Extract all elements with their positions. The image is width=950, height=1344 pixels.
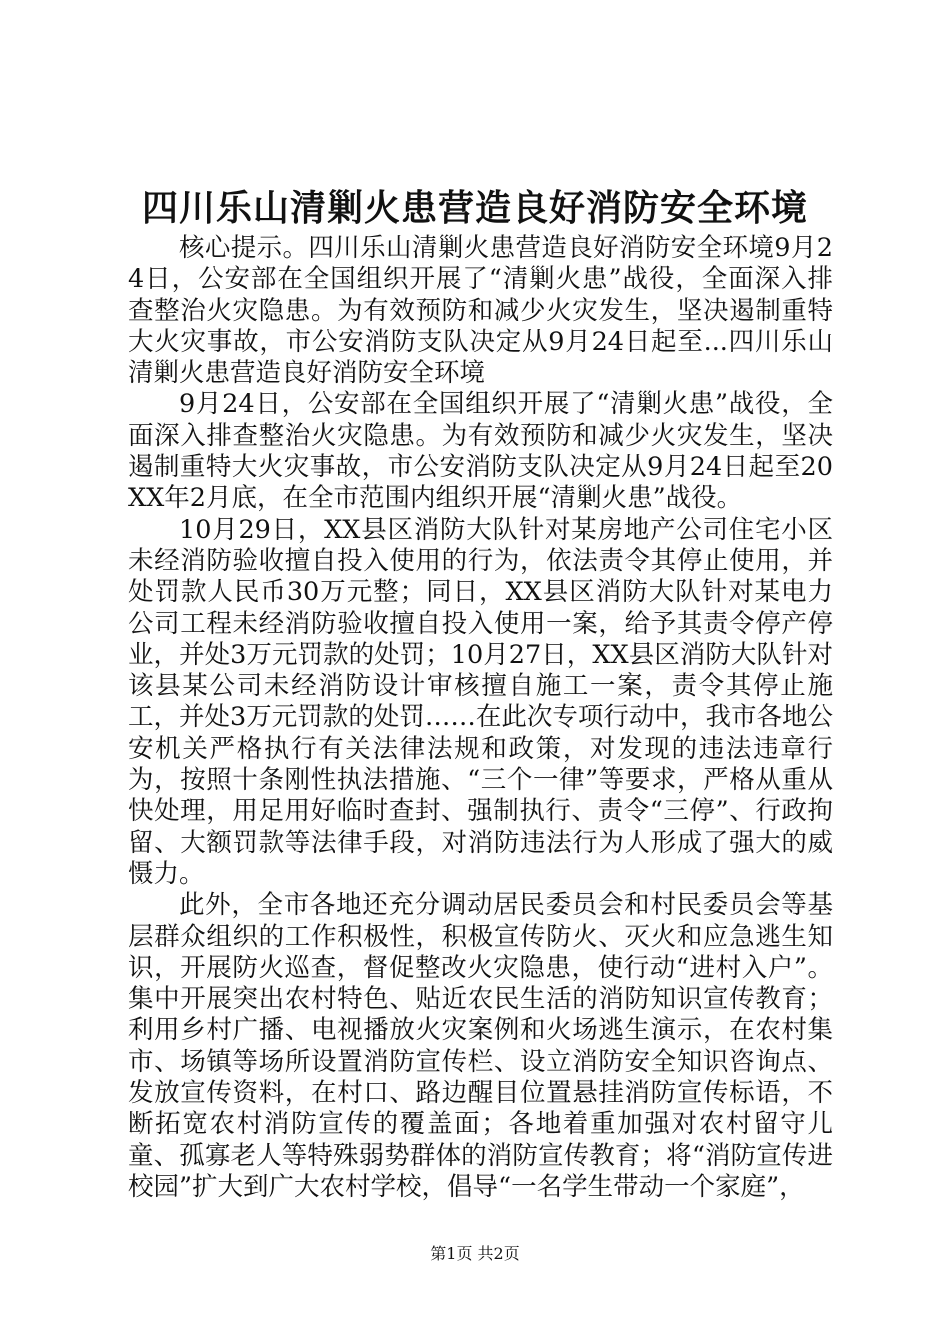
paragraph-enforcement: 10月29日，XX县区消防大队针对某房地产公司住宅小区未经消防验收擅自投入使用的行为，依法责令其停止使用，并处罚款人民币30万元整；同日，XX县区消防大队针对某电力公司工程未经消防验收擅自投入使用一案，给予其责令停产停业，并处3万元罚款的处罚；10月27日，XX县区消防大队针对该县某公司未经消防设计审核擅自施工一案，责令其停止施工，并处3万元罚款的处罚……在此次专项行动中，我市各地公安机关严格执行有关法律法规和政策，对发现的违法违章行为，按照十条刚性执法措施、“三个一律”等要求，严格从重从快处理，用足用好临时查封、强制执行、责令“三停”、行政拘留、大额罚款等法律手段，对消防违法行为人形成了强大的威慑力。	[128, 514, 833, 889]
document-title: 四川乐山清剿火患营造良好消防安全环境	[141, 187, 808, 229]
paragraph-rural-outreach: 此外，全市各地还充分调动居民委员会和村民委员会等基层群众组织的工作积极性，积极宣传防火、灭火和应急逃生知识，开展防火巡查，督促整改火灾隐患，使行动“进村入户”。集中开展突出农村特色、贴近农民生活的消防知识宣传教育；利用乡村广播、电视播放火灾案例和火场逃生演示，在农村集市、场镇等场所设置消防宣传栏、设立消防安全知识咨询点、发放宣传资料，在村口、路边醒目位置悬挂消防宣传标语，不断拓宽农村消防宣传的覆盖面；各地着重加强对农村留守儿童、孤寡老人等特殊弱势群体的消防宣传教育；将“消防宣传进校园”扩大到广大农村学校，倡导“一名学生带动一个家庭”，	[128, 890, 833, 1202]
document-body	[128, 233, 833, 1203]
paragraph-campaign: 9月24日，公安部在全国组织开展了“清剿火患”战役，全面深入排查整治火灾隐患。为有效预防和减少火灾发生，坚决遏制重特大火灾事故，市公安消防支队决定从9月24日起至20XX年2月底，在全市范围内组织开展“清剿火患”战役。	[128, 389, 833, 514]
page-footer: 第1页 共2页	[430, 1244, 520, 1263]
paragraph-summary: 核心提示。四川乐山清剿火患营造良好消防安全环境9月24日，公安部在全国组织开展了“清剿火患”战役，全面深入排查整治火灾隐患。为有效预防和减少火灾发生，坚决遏制重特大火灾事故，市公安消防支队决定从9月24日起至...四川乐山清剿火患营造良好消防安全环境	[128, 233, 833, 389]
